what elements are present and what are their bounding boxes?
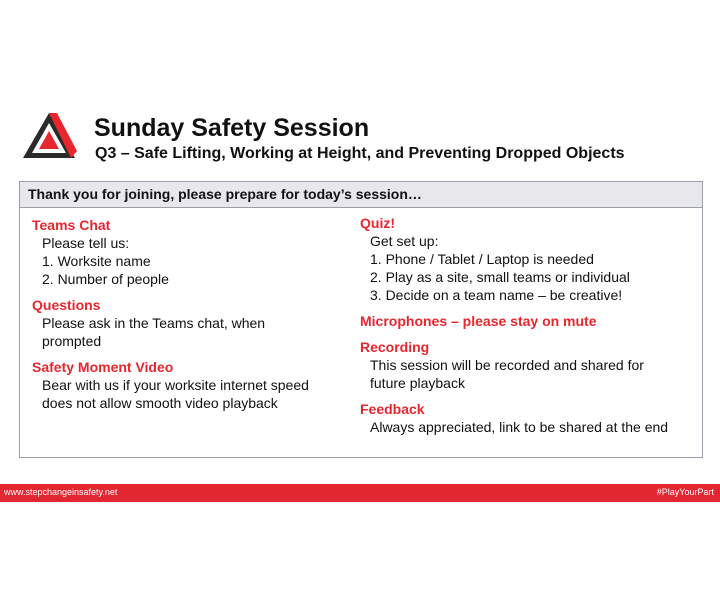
page-title: Sunday Safety Session [94,114,370,142]
section-title: Microphones – please stay on mute [360,313,597,329]
footer-bar [0,484,720,502]
section-line: Bear with us if your worksite internet speed [42,377,309,393]
section-line: prompted [42,333,102,349]
page-subtitle: Q3 – Safe Lifting, Working at Height, and Preventing Dropped Objects [95,145,625,162]
panel-heading: Thank you for joining, please prepare for today’s session… [20,182,702,208]
section-title: Recording [360,339,430,355]
section-line: Get set up: [370,233,439,249]
section-line: 3. Decide on a team name – be creative! [370,287,623,303]
section-body [32,314,350,350]
section-line: 2. Play as a site, small teams or individual [370,269,630,285]
section-title: Safety Moment Video [32,359,174,375]
section [360,312,700,330]
section-body [360,232,700,304]
section-line: 1. Worksite name [42,253,151,269]
left-column [32,216,350,420]
footer-website: www.stepchangeinsafety.net [4,487,118,497]
section [360,400,700,436]
step-change-logo-icon [21,111,77,161]
section-body [360,418,700,436]
section [32,216,350,288]
section [360,338,700,392]
section-body [32,376,350,412]
section-line: future playback [370,375,465,391]
right-column [360,214,700,444]
section-title: Feedback [360,401,425,417]
section-line: Always appreciated, link to be shared at the end [370,419,669,435]
section-line: 1. Phone / Tablet / Laptop is needed [370,251,594,267]
section [32,296,350,350]
slide [0,99,720,504]
section-line: Please ask in the Teams chat, when [42,315,266,331]
section-body [32,234,350,288]
section-line: does not allow smooth video playback [42,395,278,411]
section [32,358,350,412]
section-title: Teams Chat [32,217,111,233]
footer-hashtag: #PlayYourPart [656,487,714,497]
section-line: Please tell us: [42,235,130,251]
info-panel [19,181,703,458]
section [360,214,700,304]
section-title: Quiz! [360,215,395,231]
section-line: This session will be recorded and shared for [370,357,644,373]
section-body [360,356,700,392]
section-title: Questions [32,297,101,313]
section-line: 2. Number of people [42,271,169,287]
